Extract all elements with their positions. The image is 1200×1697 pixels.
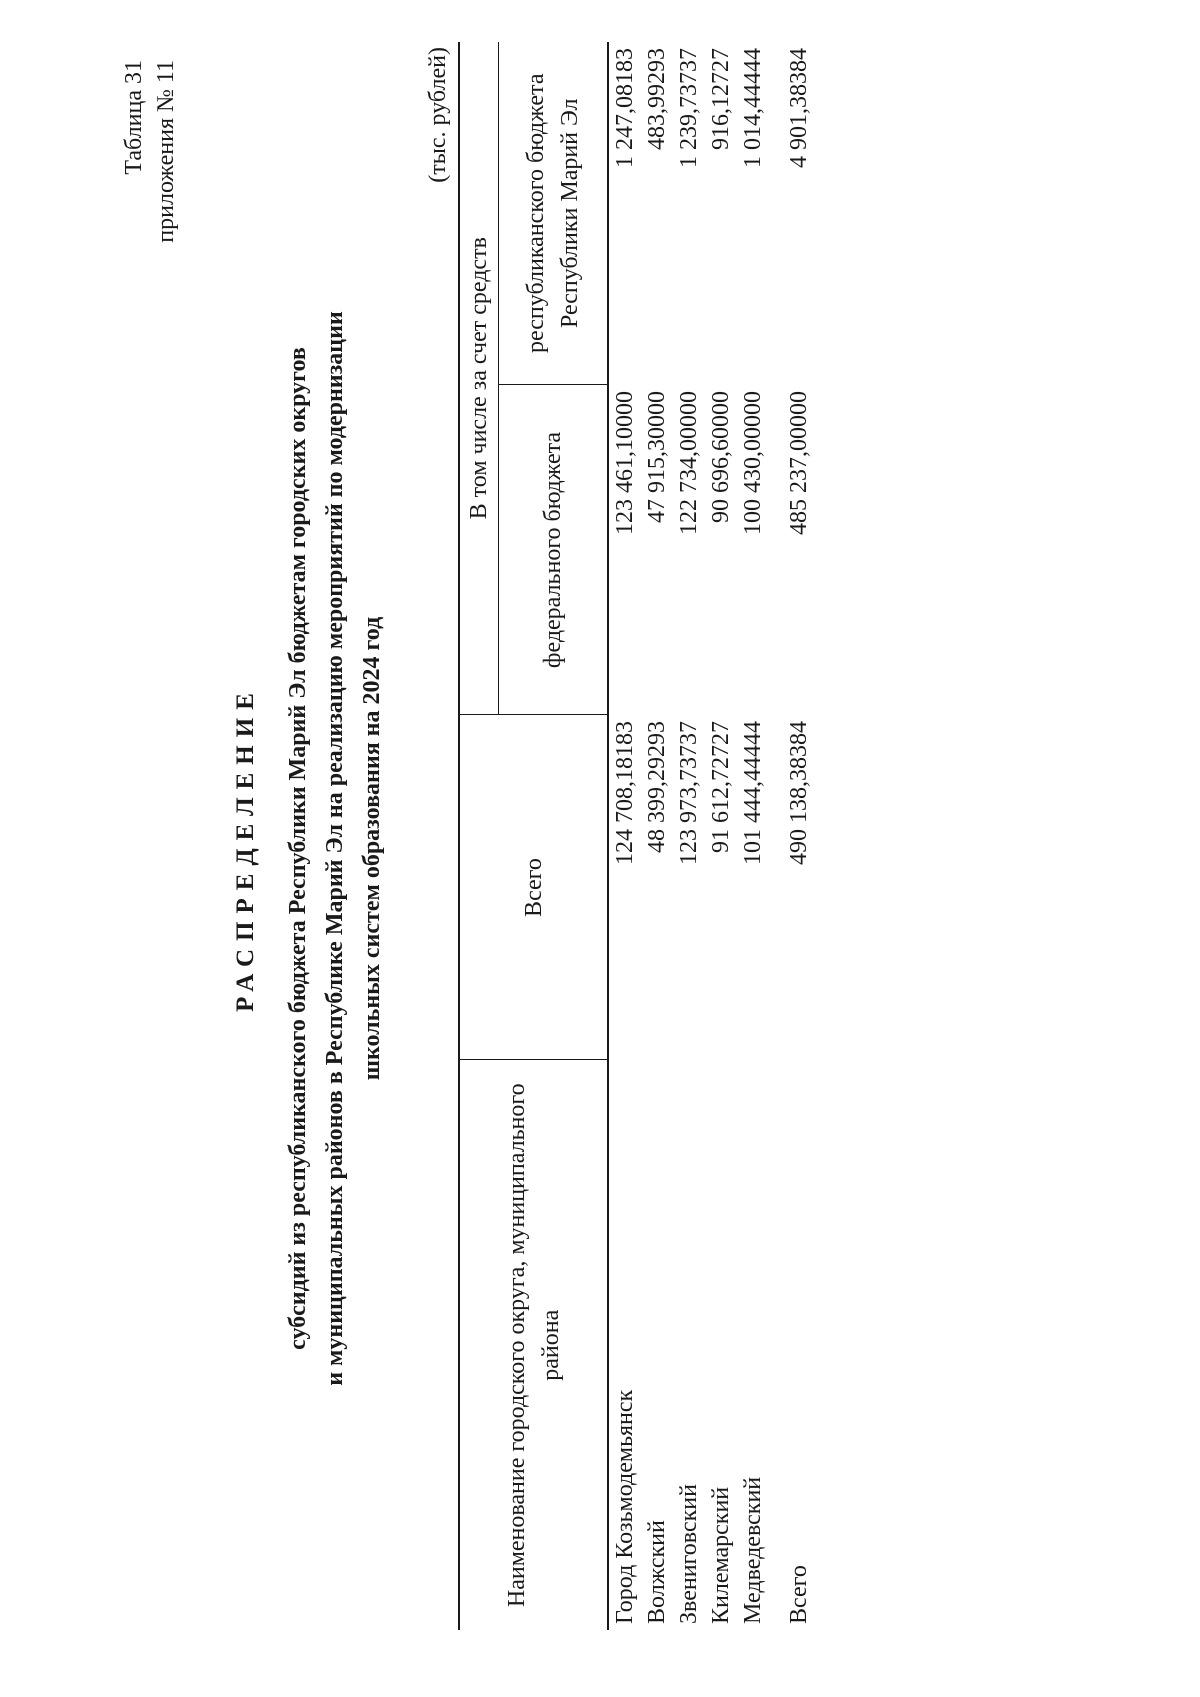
table-reference bbox=[118, 60, 182, 243]
row-name: Волжский bbox=[644, 1520, 670, 1624]
row-total: 101 444,44444 bbox=[740, 721, 766, 865]
table-row bbox=[705, 42, 737, 1630]
subtitle-line-1: субсидий из республиканского бюджета Республики Марий Эл бюджетам городских округов bbox=[285, 347, 311, 1350]
units-note: (тыс. рублей) bbox=[425, 47, 451, 183]
row-republic: 916,12727 bbox=[708, 47, 734, 150]
row-name: Звениговский bbox=[676, 1484, 702, 1624]
header-republic: республиканского бюджета Республики Марий Эл bbox=[499, 42, 609, 385]
row-name: Город Козьмодемьянск bbox=[608, 1060, 641, 1630]
row-total: 124 708,18183 bbox=[608, 715, 641, 1060]
row-republic: 483,99293 bbox=[644, 47, 670, 150]
row-total: 123 973,73737 bbox=[676, 721, 702, 865]
row-republic: 1 014,44444 bbox=[740, 47, 766, 168]
row-federal: 123 461,10000 bbox=[608, 385, 641, 715]
header-name: Наименование городского округа, муниципального района bbox=[459, 1060, 608, 1630]
row-republic: 1 247,08183 bbox=[608, 42, 641, 385]
row-republic: 1 239,73737 bbox=[676, 47, 702, 168]
row-federal: 122 734,00000 bbox=[676, 391, 702, 535]
total-row-name: Всего bbox=[786, 1565, 812, 1624]
document-title: РАСПРЕДЕЛЕНИЕ bbox=[232, 685, 259, 1012]
row-federal: 100 430,00000 bbox=[740, 391, 766, 535]
table-row bbox=[608, 42, 641, 1630]
total-row-total: 490 138,38384 bbox=[786, 721, 812, 865]
distribution-table bbox=[458, 42, 815, 1630]
header-total: Всего bbox=[459, 715, 608, 1060]
table-row bbox=[673, 42, 705, 1630]
document-subtitle bbox=[280, 100, 391, 1597]
row-total: 91 612,72727 bbox=[708, 721, 734, 853]
table-row bbox=[737, 42, 769, 1630]
appendix-number: приложения № 11 bbox=[153, 60, 179, 243]
row-federal: 47 915,30000 bbox=[644, 391, 670, 523]
total-row-republic: 4 901,38384 bbox=[786, 47, 812, 168]
header-federal: федерального бюджета bbox=[499, 385, 609, 715]
total-row-federal: 485 237,00000 bbox=[786, 391, 812, 535]
subtitle-line-3: школьных систем образования на 2024 год bbox=[359, 616, 385, 1081]
row-name: Медведевский bbox=[740, 1476, 766, 1624]
header-including: В том числе за счет средств bbox=[459, 42, 499, 715]
total-row bbox=[769, 42, 815, 1630]
subtitle-line-2: и муниципальных районов в Республике Марий Эл на реализацию мероприятий по модернизации bbox=[322, 311, 348, 1386]
table-number: Таблица 31 bbox=[121, 60, 147, 175]
table-row bbox=[641, 42, 673, 1630]
row-name: Килемарский bbox=[708, 1486, 734, 1624]
row-total: 48 399,29293 bbox=[644, 721, 670, 853]
row-federal: 90 696,60000 bbox=[708, 391, 734, 523]
